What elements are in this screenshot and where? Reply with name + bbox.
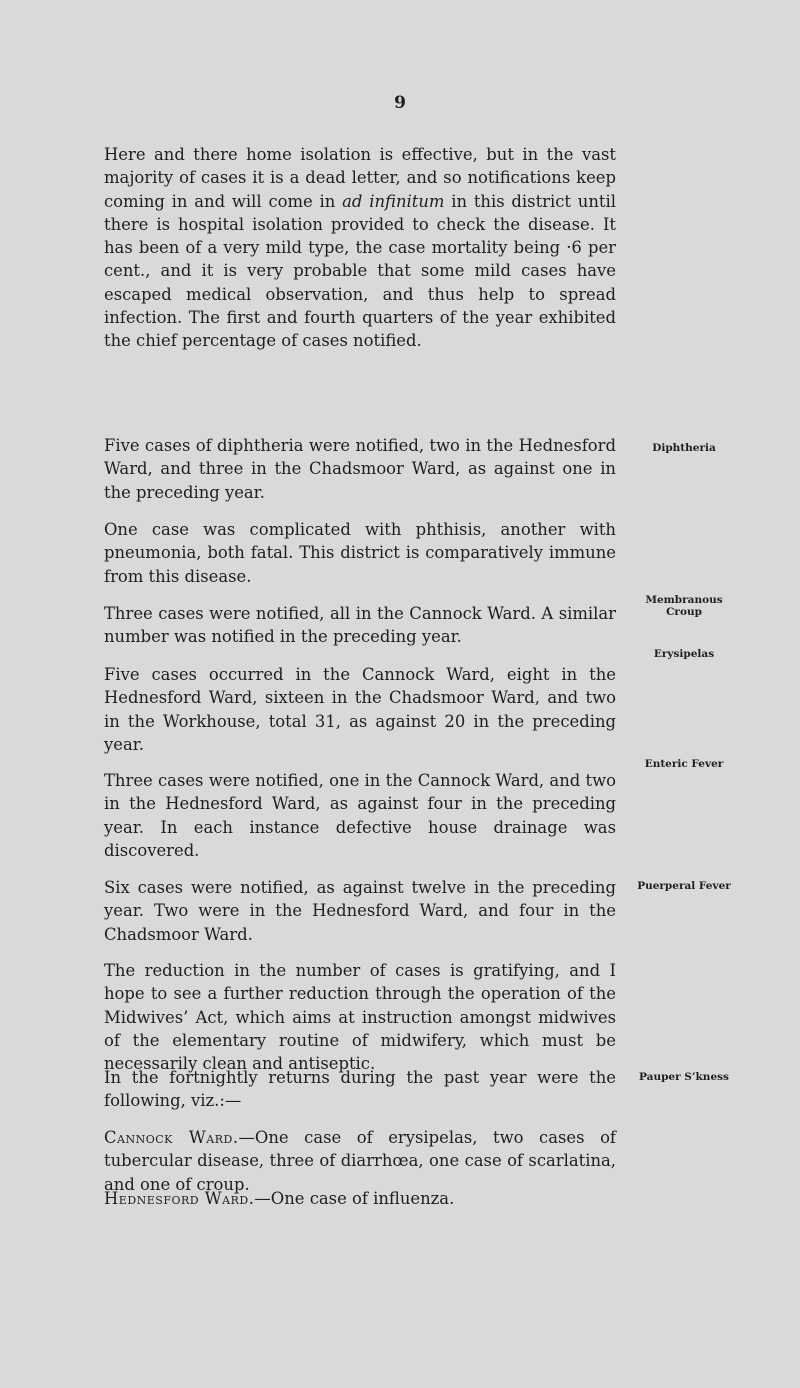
diphtheria-complications-paragraph: One case was complicated with phthisis, another with pneumonia, both fatal. This district is comparatively immune from this disease. bbox=[104, 520, 616, 586]
hednesford-ward-heading: Hednesford Ward. bbox=[104, 1189, 255, 1208]
margin-note-puerperal-fever: Puerperal Fever bbox=[637, 880, 731, 892]
cannock-ward-text: —One case of erysipelas, two cases of tubercular disease, three of diarrhœa, one case of scarlatina, and one of croup. bbox=[104, 1128, 616, 1194]
margin-note-membranous-line1: Membranous bbox=[645, 594, 723, 606]
hednesford-ward-paragraph bbox=[104, 1187, 616, 1210]
erysipelas-paragraph: Five cases occurred in the Cannock Ward, eight in the Hednesford Ward, sixteen in the Chadsmoor Ward, and two in the Workhouse, total 31, as against 20 in the preceding year. bbox=[104, 665, 616, 754]
latin-phrase: ad infinitum bbox=[342, 191, 445, 211]
croup-paragraph: Three cases were notified, all in the Cannock Ward. A similar number was notified in the preceding year. bbox=[104, 604, 616, 647]
isolation-text-start: Here and there home isolation is effective, but in the vast majority of cases it is a dead letter, and so notifications keep coming in and will come in bbox=[104, 145, 616, 211]
margin-note-membranous-line2: Croup bbox=[666, 606, 702, 618]
diphtheria-paragraph: Five cases of diphtheria were notified, two in the Hednesford Ward, and three in the Chadsmoor Ward, as against one in the preceding year. bbox=[104, 436, 616, 502]
cannock-ward-heading: Cannock Ward. bbox=[104, 1128, 239, 1147]
puerperal-fever-paragraph: Six cases were notified, as against twelve in the preceding year. Two were in the Hednesford Ward, and four in the Chadsmoor Ward. bbox=[104, 878, 616, 944]
midwives-paragraph: The reduction in the number of cases is gratifying, and I hope to see a further reduction through the operation of the Midwives’ Act, which aims at instruction amongst midwives of the elementary routine of midwifery, which must be necessarily clean and antiseptic. bbox=[104, 961, 616, 1074]
margin-note-enteric-fever: Enteric Fever bbox=[644, 758, 724, 770]
margin-note-diphtheria: Diphtheria bbox=[652, 442, 716, 454]
enteric-fever-paragraph: Three cases were notified, one in the Cannock Ward, and two in the Hednesford Ward, as against four in the preceding year. In each instance defective house drainage was discovered. bbox=[104, 771, 616, 860]
isolation-paragraph bbox=[104, 143, 616, 353]
page-number: 9 bbox=[394, 93, 406, 113]
hednesford-ward-text: —One case of influenza. bbox=[254, 1189, 455, 1208]
margin-note-membranous-croup bbox=[624, 594, 744, 618]
margin-note-pauper-sickness: Pauper S’kness bbox=[639, 1071, 729, 1083]
cannock-ward-paragraph bbox=[104, 1126, 616, 1196]
fortnightly-returns-paragraph: In the fortnightly returns during the past year were the following, viz.:— bbox=[104, 1068, 616, 1111]
isolation-text-end: in this district until there is hospital isolation provided to check the disease. It has been of a very mild type, the case mortality being ·6 per cent., and it is very probable that some mild cases have escaped medical observation, and thus help to spread infection. The first and fourth quarters of the year exhibited the chief percentage of cases notified. bbox=[104, 191, 616, 351]
margin-note-erysipelas: Erysipelas bbox=[653, 648, 715, 660]
